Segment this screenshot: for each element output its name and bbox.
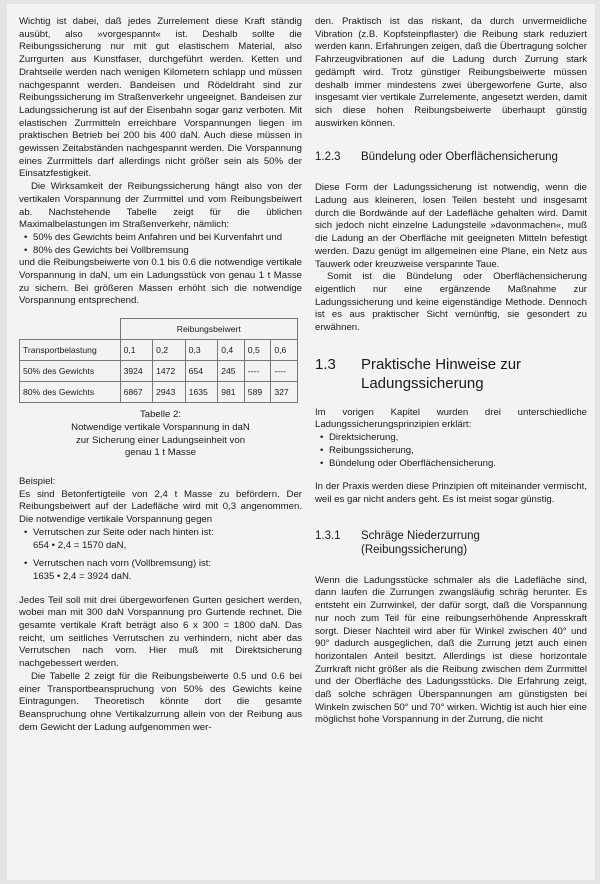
table-cell: 245: [218, 361, 245, 382]
example-label: Beispiel:: [19, 475, 56, 487]
list-item: • Bündelung oder Oberflächensicherung.: [329, 458, 587, 471]
table-cell: 3924: [120, 361, 153, 382]
list-item: • 80% des Gewichts bei Vollbremsung: [33, 245, 302, 258]
caption-line: Notwendige vertikale Vorspannung in daN: [71, 421, 250, 433]
right-column: [315, 16, 587, 727]
bullet-list: [19, 232, 302, 245]
list-item: • Reibungssicherung,: [329, 445, 587, 458]
table-cell: 50% des Gewichts: [20, 361, 121, 382]
table-cell: 0,1: [120, 340, 153, 361]
table-row: [20, 361, 298, 382]
table-cell: 6867: [120, 382, 153, 403]
paragraph: Die Tabelle 2 zeigt für die Reibungsbeiwerte 0.5 und 0.6 bei einer Transportbeanspruchung von 50% des Gewichts keine Eintragungen. Theoretisch könnte dort die gesamte Beanspruchung ohne Vertikalzurrung allein von der Reibung aus dem Gewicht der Ladung aufgenommen wer-: [19, 670, 302, 733]
paragraph: Es sind Betonfertigteile von 2,4 t Masse zu befördern. Der Reibungsbeiwert auf der Ladefläche wird mit 0,3 angenommen. Die notwendige vertikale Vorspannung gegen: [19, 488, 302, 526]
section-heading-1-3-1: [315, 529, 587, 557]
table-row: [20, 382, 298, 403]
paragraph: In der Praxis werden diese Prinzipien oft miteinander vermischt, weil es gar nicht anders geht. Es ist meist sogar günstig.: [315, 481, 587, 505]
title-line: Praktische Hinweise zur: [361, 355, 522, 373]
section-title: [361, 355, 521, 393]
paragraph: Jedes Teil soll mit drei übergeworfenen Gurten gesichert werden, wobei man mit 300 daN Vorspannung pro Gurtende rechnet. Die gesamte vertikale Kraft beträgt also 6 x 300 = 1800 daN. Das reicht, um seitliches Verrutschen zu verhindern, nicht aber das Verrutschen nach vorn. Hier muß mit Direktsicherung nachgebessert werden.: [19, 594, 302, 670]
title-line: (Reibungssicherung): [361, 543, 468, 556]
paragraph: Die Wirksamkeit der Reibungssicherung hängt also von der vertikalen Vorspannung der Zurrmittel und vom Reibungsbeiwert ab. Nachstehende Tabelle zeigt für die üblichen Maximalbelastungen im Straßenverkehr, nämlich:: [19, 181, 302, 231]
table-cell: 589: [244, 382, 271, 403]
paragraph: Diese Form der Ladungssicherung ist notwendig, wenn die Ladung aus kleineren, losen Teilen besteht und insgesamt durch die Bordwände auf der Ladefläche gehalten wird. Damit sich jedoch nicht einzelne Ladungsteile »davonmachen«, muß die Ladung an der Oberfläche mit geeigneten Mitteln befestigt werden. Dazu genügt im allgemeinen eine Plane, ein Netz aus Tauwerk oder kreuzweise verspannte Taue.: [315, 182, 587, 270]
document-page: [7, 4, 595, 880]
list-item: • Verrutschen zur Seite oder nach hinten ist:: [33, 527, 302, 540]
bullet-list: [315, 432, 587, 470]
paragraph: den. Praktisch ist das riskant, da durch unvermeidliche Vibration (z.B. Kopfsteinpflaster) die Reibung stark reduziert werden kann. Erfahrungen zeigen, daß die Übertragung solcher Fahrzeugvibrationen auf die Ladung durch Zurrung stark gedämpft wird. Trotz günstiger Reibungsbeiwerte müssen deshalb immer mindestens zwei übergeworfene Gurte, also insgesamt vier vertikale Zurrelemente, angesetzt werden, damit sich diese hohen Reibungsbeiwerte überhaupt günstig auswirken können.: [315, 16, 587, 129]
table-cell: 0,3: [185, 340, 218, 361]
title-line: Ladungssicherung: [361, 374, 484, 392]
left-column: [19, 16, 302, 734]
table-caption: [19, 409, 302, 460]
bullet-list: [19, 527, 302, 540]
table-corner: [20, 319, 121, 340]
table-cell: ----: [271, 361, 298, 382]
bullet-list: [19, 245, 302, 258]
section-number: 1.3.1: [315, 529, 341, 542]
table-cell: 654: [185, 361, 218, 382]
section-number: 1.3: [315, 355, 336, 373]
table-row-header: Transportbelastung: [20, 340, 121, 361]
bullet-list: [19, 558, 302, 571]
table-cell: 0,6: [271, 340, 298, 361]
section-title: Bündelung oder Oberflächensicherung: [361, 151, 558, 164]
table-cell: 0,2: [153, 340, 186, 361]
caption-line: Tabelle 2:: [139, 409, 182, 421]
caption-line: genau 1 t Masse: [125, 447, 196, 459]
table-cell: ----: [244, 361, 271, 382]
table-cell: 327: [271, 382, 298, 403]
table-cell: 80% des Gewichts: [20, 382, 121, 403]
paragraph: Somit ist die Bündelung oder Oberflächensicherung eigentlich nur eine ergänzende Maßnahme zur Ladungssicherung und keine eigenständige Methode. Dennoch ist es aus praktischer Sicht vernünftig, sie gesondert zu erwähnen.: [315, 271, 587, 334]
formula: 1635 • 2,4 = 3924 daN.: [33, 570, 132, 582]
table-group-header: Reibungsbeiwert: [120, 319, 297, 340]
section-heading-1-3: [315, 355, 587, 393]
friction-table: [19, 318, 298, 403]
paragraph: Wichtig ist dabei, daß jedes Zurrelement diese Kraft ständig ausübt, also »vorgespannt« ist. Deshalb sollte die Reibungssicherung nur mit gut elastischem Material, also Zurrgurten aus Kunstfaser, durchgeführt werden. Ketten und Drahtseile werden nach wenigen Kilometern schlapp und müssen nachgespannt werden. Bandeisen und Rödeldraht sind zur Reibungssicherung im Straßenverkehr ungeeignet. Bandeisen zur Ladungssicherung ist auf der Eisenbahn sogar ganz verboten. Mit elastischen Zurrmitteln erreichbare Vorspannungen liegen im praktischen Betrieb bei 200 bis 400 daN. Auch diese müssen in gewissen Zeitabständen nachgespannt werden. Die Vorspannung eines Zurrmittels darf allerdings nicht größer sein als 50% der Einsatzfestigkeit.: [19, 16, 302, 180]
table-cell: 981: [218, 382, 245, 403]
paragraph: Im vorigen Kapitel wurden drei unterschiedliche Ladungssicherungsprinzipien erklärt:: [315, 406, 587, 431]
section-title: [361, 529, 480, 557]
section-number: 1.2.3: [315, 151, 341, 164]
table-cell: 0,4: [218, 340, 245, 361]
table-cell: 2943: [153, 382, 186, 403]
caption-line: zur Sicherung einer Ladungseinheit von: [75, 434, 246, 446]
list-item: • Verrutschen nach vorn (Vollbremsung) ist:: [33, 558, 302, 571]
title-line: Schräge Niederzurrung: [361, 529, 480, 542]
list-item: • Direktsicherung,: [329, 432, 587, 445]
paragraph: und die Reibungsbeiwerte von 0.1 bis 0.6 die notwendige vertikale Vorspannung in daN, um ein Ladungsstück von genau 1 t Masse zu sichern. Bei größeren Massen erhöht sich die notwendige Vorspannung entsprechend.: [19, 257, 302, 307]
table-cell: 1472: [153, 361, 186, 382]
formula: 654 • 2,4 = 1570 daN,: [33, 539, 127, 551]
section-heading-1-2-3: [315, 150, 587, 164]
table-cell: 1635: [185, 382, 218, 403]
list-item: • 50% des Gewichts beim Anfahren und bei Kurvenfahrt und: [33, 232, 302, 245]
paragraph: Wenn die Ladungsstücke schmaler als die Ladefläche sind, dann laufen die Zurrungen zwangsläufig schräg herunter. Es entsteht ein Zurrwinkel, der dafür sorgt, daß die Vorspannung nur noch zum Teil für eine reibungserhöhende Anpresskraft sorgt. Dieser Nachteil wird aber für Winkel zwischen 40° und 90° dadurch ausgeglichen, daß die Zurrung jetzt auch einen horizontalen Anteil besitzt. Allerdings ist diese horizontale Zurrkraft nicht größer als die Reibung zwischen dem Zurrmittel und der Oberfläche des Ladungsstücks. Die Erfahrung zeigt, daß solche schrägen Überspannungen am günstigsten bei Winkeln zwischen 50° und 70° wirken. Wichtig ist auch hier eine möglichst hohe Vorspannung in der Zurrung, die nicht: [315, 574, 587, 726]
table-cell: 0,5: [244, 340, 271, 361]
